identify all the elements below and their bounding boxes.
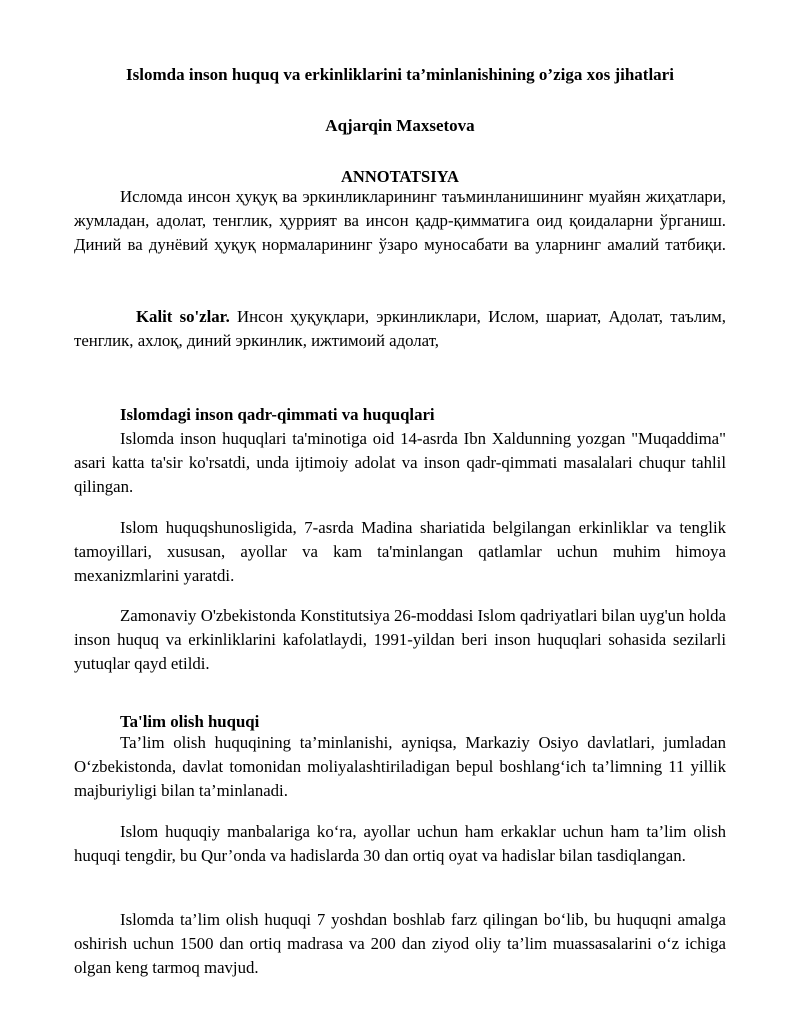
section-1-paragraph-3: Zamonaviy O'zbekistonda Konstitutsiya 26-moddasi Islom qadriyatlari bilan uyg'un holda inson huquq va erkinliklarini kafolatlaydi, 1991-yildan beri inson huquqlari sohasida sezilarli yutuqlar qayd etildi. bbox=[74, 606, 726, 673]
keywords-label: Kalit so'zlar. bbox=[136, 307, 230, 326]
annotation-text: Исломда инсон ҳуқуқ ва эркинликларининг таъминланишининг муайян жиҳатлари, жумладан, адолат, тенглик, ҳуррият ва инсон қадр-қимматига оид қоидаларни ўрганиш. Диний ва дунёвий ҳуқуқ нормаларининг ўзаро муносабати ва уларнинг амалий татбиқи. bbox=[74, 187, 726, 254]
section-heading-education: Ta'lim olish huquqi bbox=[120, 712, 260, 731]
section-1-paragraph-2: Islom huquqshunosligida, 7-asrda Madina shariatida belgilangan erkinliklar va tenglik tamoyillari, xususan, ayollar va kam ta'minlangan qatlamlar uchun muhim himoya mexanizmlarini yaratdi. bbox=[74, 518, 726, 585]
keywords-text: Инсон ҳуқуқлари, эркинликлари, Ислом, шариат, Адолат, таълим, тенглик, ахлоқ, диний эркинлик, ижтимоий адолат, bbox=[74, 307, 726, 350]
section-1-paragraph-1: Islomda inson huquqlari ta'minotiga oid 14-asrda Ibn Xaldunning yozgan "Muqaddima" asari katta ta'sir ko'rsatdi, unda ijtimoiy adolat va inson qadr-qimmati masalalari chuqur tahlil qilingan. bbox=[74, 429, 726, 496]
author-name: Aqjarqin Maxsetova bbox=[325, 116, 475, 135]
document-title: Islomda inson huquq va erkinliklarini ta’minlanishining o’ziga xos jihatlari bbox=[126, 65, 674, 84]
annotation-heading: ANNOTATSIYA bbox=[341, 167, 459, 186]
section-2-paragraph-2: Islom huquqiy manbalariga ko‘ra, ayollar uchun ham erkaklar uchun ham ta’lim olish huquqi tengdir, bu Qur’onda va hadislarda 30 dan ortiq oyat va hadislar bilan tasdiqlangan. bbox=[74, 822, 726, 865]
section-heading-dignity: Islomdagi inson qadr-qimmati va huquqlari bbox=[120, 405, 435, 424]
keywords-paragraph bbox=[74, 305, 726, 353]
section-2-paragraph-3: Islomda ta’lim olish huquqi 7 yoshdan boshlab farz qilingan bo‘lib, bu huquqni amalga oshirish uchun 1500 dan ortiq madrasa va 200 dan ziyod oliy ta’lim muassasalarini o‘z ichiga olgan keng tarmoq mavjud. bbox=[74, 910, 726, 977]
section-2-paragraph-1: Ta’lim olish huquqining ta’minlanishi, ayniqsa, Markaziy Osiyo davlatlari, jumladan O‘zbekistonda, davlat tomonidan moliyalashtiriladigan bepul boshlang‘ich ta’limning 11 yillik majburiyligi bilan ta’minlanadi. bbox=[74, 733, 726, 800]
